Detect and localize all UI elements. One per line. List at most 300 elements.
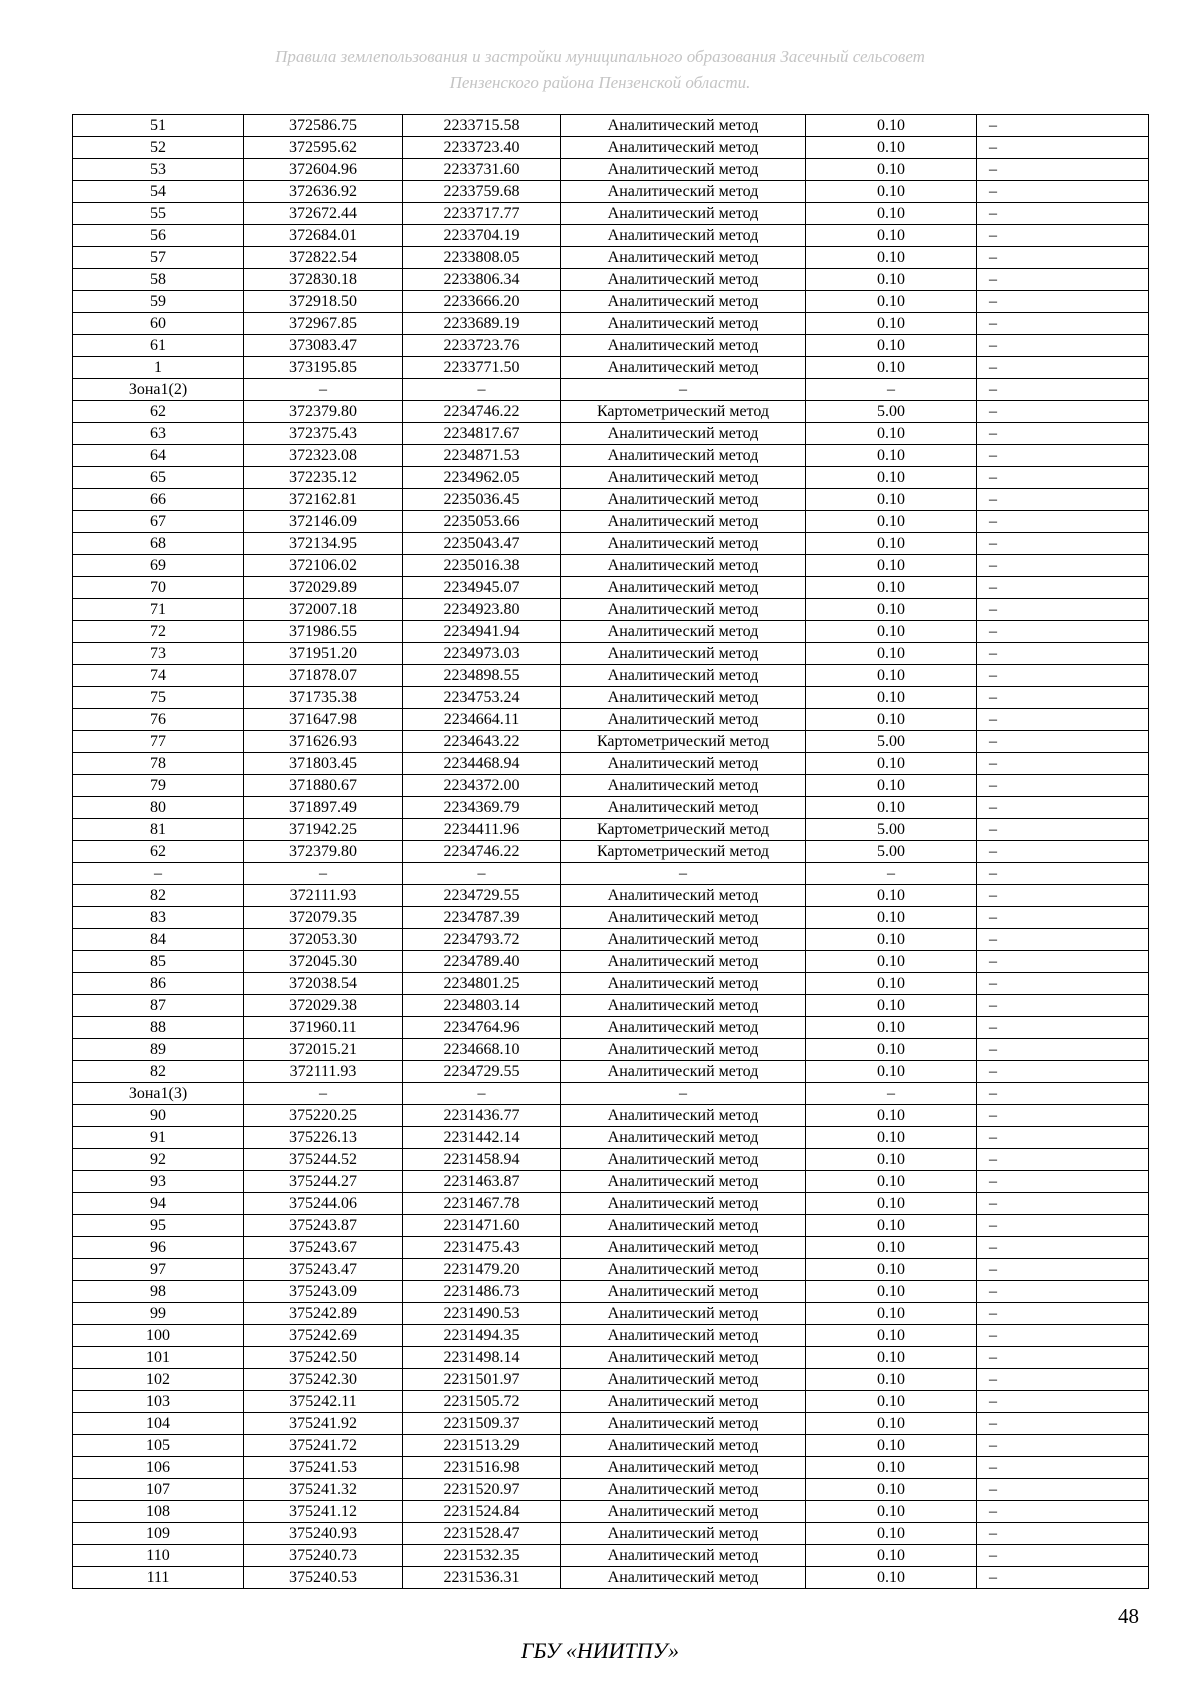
point-number-cell: 86 xyxy=(73,973,244,995)
accuracy-cell: 0.10 xyxy=(806,951,977,973)
point-number-cell: 65 xyxy=(73,467,244,489)
method-cell: Аналитический метод xyxy=(561,335,806,357)
x-coordinate-cell: – xyxy=(244,1083,403,1105)
point-number-cell: 95 xyxy=(73,1215,244,1237)
x-coordinate-cell: 372045.30 xyxy=(244,951,403,973)
x-coordinate-cell: 371986.55 xyxy=(244,621,403,643)
y-coordinate-cell: 2235053.66 xyxy=(403,511,561,533)
description-cell: – xyxy=(977,863,1149,885)
description-cell: – xyxy=(977,1215,1149,1237)
y-coordinate-cell: 2231475.43 xyxy=(403,1237,561,1259)
description-cell: – xyxy=(977,1347,1149,1369)
x-coordinate-cell: 372146.09 xyxy=(244,511,403,533)
table-row xyxy=(73,1435,1149,1457)
accuracy-cell: 0.10 xyxy=(806,1457,977,1479)
description-cell: – xyxy=(977,181,1149,203)
point-number-cell: 56 xyxy=(73,225,244,247)
accuracy-cell: 0.10 xyxy=(806,247,977,269)
table-row xyxy=(73,1149,1149,1171)
x-coordinate-cell: 372111.93 xyxy=(244,885,403,907)
point-number-cell: 62 xyxy=(73,841,244,863)
table-row xyxy=(73,203,1149,225)
table-row xyxy=(73,1105,1149,1127)
method-cell: Аналитический метод xyxy=(561,137,806,159)
method-cell: Аналитический метод xyxy=(561,203,806,225)
point-number-cell: 71 xyxy=(73,599,244,621)
y-coordinate-cell: 2233717.77 xyxy=(403,203,561,225)
y-coordinate-cell: 2234803.14 xyxy=(403,995,561,1017)
description-cell: – xyxy=(977,731,1149,753)
point-number-cell: 83 xyxy=(73,907,244,929)
method-cell: Аналитический метод xyxy=(561,1303,806,1325)
x-coordinate-cell: 372029.38 xyxy=(244,995,403,1017)
accuracy-cell: 0.10 xyxy=(806,973,977,995)
accuracy-cell: 0.10 xyxy=(806,115,977,137)
table-row xyxy=(73,973,1149,995)
point-number-cell: Зона1(3) xyxy=(73,1083,244,1105)
point-number-cell: 51 xyxy=(73,115,244,137)
table-row xyxy=(73,225,1149,247)
x-coordinate-cell: 375242.89 xyxy=(244,1303,403,1325)
y-coordinate-cell: 2234764.96 xyxy=(403,1017,561,1039)
table-row xyxy=(73,1479,1149,1501)
x-coordinate-cell: 372636.92 xyxy=(244,181,403,203)
y-coordinate-cell: 2234746.22 xyxy=(403,841,561,863)
x-coordinate-cell: 375243.09 xyxy=(244,1281,403,1303)
accuracy-cell: 0.10 xyxy=(806,313,977,335)
table-row xyxy=(73,1457,1149,1479)
y-coordinate-cell: – xyxy=(403,379,561,401)
point-number-cell: 74 xyxy=(73,665,244,687)
y-coordinate-cell: 2233689.19 xyxy=(403,313,561,335)
y-coordinate-cell: 2234945.07 xyxy=(403,577,561,599)
accuracy-cell: 0.10 xyxy=(806,775,977,797)
table-row xyxy=(73,357,1149,379)
description-cell: – xyxy=(977,1303,1149,1325)
description-cell: – xyxy=(977,1127,1149,1149)
point-number-cell: 110 xyxy=(73,1545,244,1567)
method-cell: Аналитический метод xyxy=(561,291,806,313)
x-coordinate-cell: 371647.98 xyxy=(244,709,403,731)
x-coordinate-cell: 371960.11 xyxy=(244,1017,403,1039)
method-cell: Аналитический метод xyxy=(561,159,806,181)
method-cell: Аналитический метод xyxy=(561,1215,806,1237)
point-number-cell: 107 xyxy=(73,1479,244,1501)
accuracy-cell: 0.10 xyxy=(806,907,977,929)
description-cell: – xyxy=(977,1039,1149,1061)
accuracy-cell: 0.10 xyxy=(806,225,977,247)
accuracy-cell: 0.10 xyxy=(806,1017,977,1039)
method-cell: Аналитический метод xyxy=(561,1457,806,1479)
y-coordinate-cell: 2234643.22 xyxy=(403,731,561,753)
x-coordinate-cell: – xyxy=(244,863,403,885)
point-number-cell: 80 xyxy=(73,797,244,819)
y-coordinate-cell: 2234793.72 xyxy=(403,929,561,951)
point-number-cell: 64 xyxy=(73,445,244,467)
accuracy-cell: 0.10 xyxy=(806,753,977,775)
y-coordinate-cell: 2233771.50 xyxy=(403,357,561,379)
y-coordinate-cell: 2235036.45 xyxy=(403,489,561,511)
y-coordinate-cell: 2233715.58 xyxy=(403,115,561,137)
point-number-cell: 88 xyxy=(73,1017,244,1039)
x-coordinate-cell: 372822.54 xyxy=(244,247,403,269)
y-coordinate-cell: 2231471.60 xyxy=(403,1215,561,1237)
method-cell: Аналитический метод xyxy=(561,1325,806,1347)
table-row xyxy=(73,1193,1149,1215)
x-coordinate-cell: 375243.47 xyxy=(244,1259,403,1281)
method-cell: Аналитический метод xyxy=(561,951,806,973)
method-cell: Аналитический метод xyxy=(561,467,806,489)
description-cell: – xyxy=(977,621,1149,643)
accuracy-cell: 0.10 xyxy=(806,1523,977,1545)
y-coordinate-cell: 2235016.38 xyxy=(403,555,561,577)
description-cell: – xyxy=(977,203,1149,225)
accuracy-cell: 0.10 xyxy=(806,885,977,907)
point-number-cell: 90 xyxy=(73,1105,244,1127)
accuracy-cell: 0.10 xyxy=(806,357,977,379)
method-cell: Аналитический метод xyxy=(561,1413,806,1435)
x-coordinate-cell: 373083.47 xyxy=(244,335,403,357)
y-coordinate-cell: 2234962.05 xyxy=(403,467,561,489)
table-row xyxy=(73,1545,1149,1567)
table-row xyxy=(73,115,1149,137)
accuracy-cell: 0.10 xyxy=(806,1039,977,1061)
point-number-cell: 55 xyxy=(73,203,244,225)
y-coordinate-cell: 2234817.67 xyxy=(403,423,561,445)
method-cell: Аналитический метод xyxy=(561,1017,806,1039)
method-cell: Аналитический метод xyxy=(561,665,806,687)
y-coordinate-cell: 2234871.53 xyxy=(403,445,561,467)
description-cell: – xyxy=(977,467,1149,489)
method-cell: Картометрический метод xyxy=(561,819,806,841)
x-coordinate-cell: 372079.35 xyxy=(244,907,403,929)
description-cell: – xyxy=(977,577,1149,599)
table-row xyxy=(73,753,1149,775)
accuracy-cell: 0.10 xyxy=(806,1347,977,1369)
method-cell: Аналитический метод xyxy=(561,1479,806,1501)
description-cell: – xyxy=(977,599,1149,621)
accuracy-cell: 5.00 xyxy=(806,841,977,863)
method-cell: Аналитический метод xyxy=(561,115,806,137)
description-cell: – xyxy=(977,357,1149,379)
table-row xyxy=(73,1215,1149,1237)
point-number-cell: 1 xyxy=(73,357,244,379)
x-coordinate-cell: 375240.73 xyxy=(244,1545,403,1567)
y-coordinate-cell: 2234923.80 xyxy=(403,599,561,621)
method-cell: Аналитический метод xyxy=(561,577,806,599)
accuracy-cell: 0.10 xyxy=(806,929,977,951)
y-coordinate-cell: 2231490.53 xyxy=(403,1303,561,1325)
y-coordinate-cell: 2234729.55 xyxy=(403,1061,561,1083)
accuracy-cell: 0.10 xyxy=(806,1545,977,1567)
y-coordinate-cell: 2231463.87 xyxy=(403,1171,561,1193)
description-cell: – xyxy=(977,1501,1149,1523)
point-number-cell: 78 xyxy=(73,753,244,775)
x-coordinate-cell: 371735.38 xyxy=(244,687,403,709)
table-row xyxy=(73,379,1149,401)
point-number-cell: 63 xyxy=(73,423,244,445)
point-number-cell: 53 xyxy=(73,159,244,181)
x-coordinate-cell: 375241.12 xyxy=(244,1501,403,1523)
method-cell: Аналитический метод xyxy=(561,423,806,445)
document-header xyxy=(0,44,1200,96)
x-coordinate-cell: 371942.25 xyxy=(244,819,403,841)
accuracy-cell: 0.10 xyxy=(806,621,977,643)
x-coordinate-cell: 371897.49 xyxy=(244,797,403,819)
table-row xyxy=(73,797,1149,819)
accuracy-cell: 0.10 xyxy=(806,709,977,731)
method-cell: Аналитический метод xyxy=(561,1567,806,1589)
accuracy-cell: 0.10 xyxy=(806,1435,977,1457)
accuracy-cell: 0.10 xyxy=(806,137,977,159)
accuracy-cell: 0.10 xyxy=(806,1171,977,1193)
point-number-cell: 98 xyxy=(73,1281,244,1303)
y-coordinate-cell: 2234664.11 xyxy=(403,709,561,731)
point-number-cell: Зона1(2) xyxy=(73,379,244,401)
x-coordinate-cell: 372053.30 xyxy=(244,929,403,951)
point-number-cell: 111 xyxy=(73,1567,244,1589)
y-coordinate-cell: 2234789.40 xyxy=(403,951,561,973)
accuracy-cell: 0.10 xyxy=(806,1149,977,1171)
method-cell: Аналитический метод xyxy=(561,1127,806,1149)
point-number-cell: 100 xyxy=(73,1325,244,1347)
accuracy-cell: 0.10 xyxy=(806,533,977,555)
point-number-cell: 73 xyxy=(73,643,244,665)
description-cell: – xyxy=(977,1369,1149,1391)
point-number-cell: 94 xyxy=(73,1193,244,1215)
point-number-cell: 62 xyxy=(73,401,244,423)
accuracy-cell: 0.10 xyxy=(806,1369,977,1391)
point-number-cell: 96 xyxy=(73,1237,244,1259)
y-coordinate-cell: 2233806.34 xyxy=(403,269,561,291)
accuracy-cell: 0.10 xyxy=(806,1061,977,1083)
table-row xyxy=(73,291,1149,313)
method-cell: Аналитический метод xyxy=(561,1435,806,1457)
description-cell: – xyxy=(977,885,1149,907)
table-row xyxy=(73,709,1149,731)
method-cell: Аналитический метод xyxy=(561,643,806,665)
point-number-cell: 99 xyxy=(73,1303,244,1325)
accuracy-cell: 0.10 xyxy=(806,1105,977,1127)
x-coordinate-cell: 372830.18 xyxy=(244,269,403,291)
description-cell: – xyxy=(977,533,1149,555)
x-coordinate-cell: 372379.80 xyxy=(244,401,403,423)
x-coordinate-cell: 372162.81 xyxy=(244,489,403,511)
description-cell: – xyxy=(977,247,1149,269)
x-coordinate-cell: 372007.18 xyxy=(244,599,403,621)
table-row xyxy=(73,181,1149,203)
description-cell: – xyxy=(977,1457,1149,1479)
method-cell: Аналитический метод xyxy=(561,555,806,577)
method-cell: – xyxy=(561,1083,806,1105)
x-coordinate-cell: 372015.21 xyxy=(244,1039,403,1061)
table-row xyxy=(73,555,1149,577)
x-coordinate-cell: 372134.95 xyxy=(244,533,403,555)
description-cell: – xyxy=(977,225,1149,247)
table-row xyxy=(73,599,1149,621)
description-cell: – xyxy=(977,1061,1149,1083)
y-coordinate-cell: 2234787.39 xyxy=(403,907,561,929)
accuracy-cell: 0.10 xyxy=(806,445,977,467)
x-coordinate-cell: 372967.85 xyxy=(244,313,403,335)
y-coordinate-cell: 2233704.19 xyxy=(403,225,561,247)
table-row xyxy=(73,951,1149,973)
point-number-cell: 67 xyxy=(73,511,244,533)
accuracy-cell: – xyxy=(806,863,977,885)
description-cell: – xyxy=(977,423,1149,445)
description-cell: – xyxy=(977,1479,1149,1501)
x-coordinate-cell: 372111.93 xyxy=(244,1061,403,1083)
method-cell: – xyxy=(561,379,806,401)
accuracy-cell: 0.10 xyxy=(806,423,977,445)
table-row xyxy=(73,1325,1149,1347)
point-number-cell: 102 xyxy=(73,1369,244,1391)
accuracy-cell: 0.10 xyxy=(806,1193,977,1215)
table-row xyxy=(73,1523,1149,1545)
point-number-cell: 77 xyxy=(73,731,244,753)
table-row xyxy=(73,313,1149,335)
point-number-cell: 82 xyxy=(73,885,244,907)
accuracy-cell: – xyxy=(806,379,977,401)
y-coordinate-cell: 2231467.78 xyxy=(403,1193,561,1215)
y-coordinate-cell: 2231436.77 xyxy=(403,1105,561,1127)
x-coordinate-cell: 375241.72 xyxy=(244,1435,403,1457)
description-cell: – xyxy=(977,313,1149,335)
accuracy-cell: 0.10 xyxy=(806,687,977,709)
table-row xyxy=(73,533,1149,555)
y-coordinate-cell: 2234372.00 xyxy=(403,775,561,797)
point-number-cell: 104 xyxy=(73,1413,244,1435)
table-row xyxy=(73,687,1149,709)
x-coordinate-cell: 372684.01 xyxy=(244,225,403,247)
method-cell: Картометрический метод xyxy=(561,731,806,753)
point-number-cell: 69 xyxy=(73,555,244,577)
table-row xyxy=(73,841,1149,863)
point-number-cell: 76 xyxy=(73,709,244,731)
y-coordinate-cell: 2231532.35 xyxy=(403,1545,561,1567)
point-number-cell: 81 xyxy=(73,819,244,841)
accuracy-cell: 0.10 xyxy=(806,1479,977,1501)
table-row xyxy=(73,467,1149,489)
method-cell: Аналитический метод xyxy=(561,929,806,951)
y-coordinate-cell: 2234468.94 xyxy=(403,753,561,775)
description-cell: – xyxy=(977,115,1149,137)
description-cell: – xyxy=(977,137,1149,159)
method-cell: Аналитический метод xyxy=(561,1061,806,1083)
accuracy-cell: 0.10 xyxy=(806,489,977,511)
point-number-cell: 58 xyxy=(73,269,244,291)
method-cell: Аналитический метод xyxy=(561,181,806,203)
x-coordinate-cell: 372038.54 xyxy=(244,973,403,995)
table-row xyxy=(73,885,1149,907)
y-coordinate-cell: 2233759.68 xyxy=(403,181,561,203)
description-cell: – xyxy=(977,1259,1149,1281)
x-coordinate-cell: 372379.80 xyxy=(244,841,403,863)
accuracy-cell: 0.10 xyxy=(806,555,977,577)
point-number-cell: 82 xyxy=(73,1061,244,1083)
method-cell: Аналитический метод xyxy=(561,1171,806,1193)
description-cell: – xyxy=(977,511,1149,533)
point-number-cell: 68 xyxy=(73,533,244,555)
method-cell: Аналитический метод xyxy=(561,1501,806,1523)
table-row xyxy=(73,929,1149,951)
y-coordinate-cell: 2233723.40 xyxy=(403,137,561,159)
table-row xyxy=(73,489,1149,511)
x-coordinate-cell: 372323.08 xyxy=(244,445,403,467)
x-coordinate-cell: 371951.20 xyxy=(244,643,403,665)
table-row xyxy=(73,1347,1149,1369)
description-cell: – xyxy=(977,643,1149,665)
description-cell: – xyxy=(977,929,1149,951)
method-cell: Аналитический метод xyxy=(561,225,806,247)
x-coordinate-cell: 372672.44 xyxy=(244,203,403,225)
accuracy-cell: 0.10 xyxy=(806,291,977,313)
description-cell: – xyxy=(977,995,1149,1017)
table-row xyxy=(73,863,1149,885)
table-row xyxy=(73,819,1149,841)
table-row xyxy=(73,1259,1149,1281)
accuracy-cell: 0.10 xyxy=(806,1413,977,1435)
description-cell: – xyxy=(977,1281,1149,1303)
coordinates-table xyxy=(72,114,1149,1589)
method-cell: Аналитический метод xyxy=(561,269,806,291)
y-coordinate-cell: 2234973.03 xyxy=(403,643,561,665)
table-row xyxy=(73,445,1149,467)
method-cell: Аналитический метод xyxy=(561,1545,806,1567)
x-coordinate-cell: 375241.32 xyxy=(244,1479,403,1501)
x-coordinate-cell: 372375.43 xyxy=(244,423,403,445)
table-row xyxy=(73,1039,1149,1061)
accuracy-cell: 0.10 xyxy=(806,1215,977,1237)
accuracy-cell: 0.10 xyxy=(806,665,977,687)
method-cell: Аналитический метод xyxy=(561,1281,806,1303)
header-line-2: Пензенского района Пензенской области. xyxy=(449,73,751,92)
x-coordinate-cell: 371880.67 xyxy=(244,775,403,797)
y-coordinate-cell: – xyxy=(403,863,561,885)
description-cell: – xyxy=(977,1149,1149,1171)
x-coordinate-cell: 373195.85 xyxy=(244,357,403,379)
method-cell: Аналитический метод xyxy=(561,247,806,269)
description-cell: – xyxy=(977,555,1149,577)
y-coordinate-cell: 2233666.20 xyxy=(403,291,561,313)
accuracy-cell: 0.10 xyxy=(806,181,977,203)
accuracy-cell: 0.10 xyxy=(806,1237,977,1259)
y-coordinate-cell: 2231494.35 xyxy=(403,1325,561,1347)
x-coordinate-cell: 372586.75 xyxy=(244,115,403,137)
coordinates-table-body xyxy=(73,115,1149,1589)
description-cell: – xyxy=(977,687,1149,709)
description-cell: – xyxy=(977,907,1149,929)
table-row xyxy=(73,137,1149,159)
method-cell: Аналитический метод xyxy=(561,753,806,775)
table-row xyxy=(73,1127,1149,1149)
x-coordinate-cell: 371878.07 xyxy=(244,665,403,687)
point-number-cell: 57 xyxy=(73,247,244,269)
accuracy-cell: 5.00 xyxy=(806,731,977,753)
description-cell: – xyxy=(977,291,1149,313)
description-cell: – xyxy=(977,797,1149,819)
table-row xyxy=(73,1391,1149,1413)
description-cell: – xyxy=(977,841,1149,863)
x-coordinate-cell: 375240.53 xyxy=(244,1567,403,1589)
table-row xyxy=(73,1567,1149,1589)
description-cell: – xyxy=(977,665,1149,687)
x-coordinate-cell: 372106.02 xyxy=(244,555,403,577)
accuracy-cell: – xyxy=(806,1083,977,1105)
y-coordinate-cell: 2234369.79 xyxy=(403,797,561,819)
accuracy-cell: 0.10 xyxy=(806,1127,977,1149)
x-coordinate-cell: 372029.89 xyxy=(244,577,403,599)
